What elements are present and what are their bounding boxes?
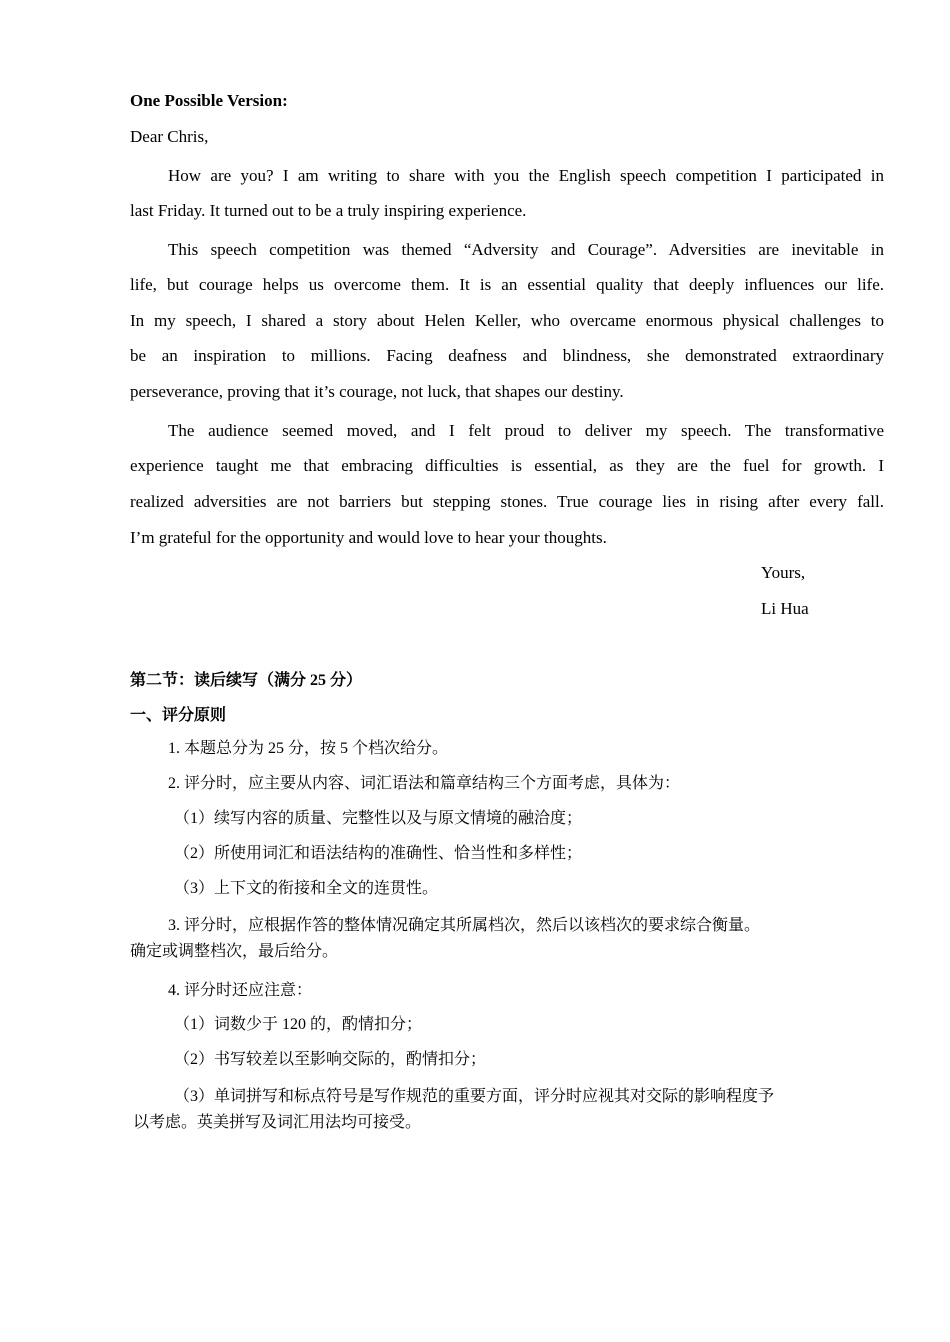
rule-item: （1）续写内容的质量、完整性以及与原文情境的融洽度； [174, 810, 583, 827]
section-title: 第二节：读后续写（满分 25 分） [130, 672, 363, 689]
paragraph-line: life, but courage helps us overcome them. It is an essential quality that deeply influences our life. [130, 275, 884, 294]
rule-item: 4. 评分时还应注意： [168, 982, 313, 999]
rule-item: （3）上下文的衔接和全文的连贯性。 [174, 880, 439, 897]
rule-item: （1）词数少于 120 的，酌情扣分； [174, 1016, 423, 1033]
rule-item: 3. 评分时，应根据作答的整体情况确定其所属档次，然后以该档次的要求综合衡量。 [168, 917, 761, 934]
section-heading: 一、评分原则 [130, 707, 227, 724]
paragraph-line: The audience seemed moved, and I felt proud to deliver my speech. The transformative [168, 421, 884, 440]
version-title: One Possible Version: [130, 91, 288, 110]
paragraph-line: experience taught me that embracing difficulties is essential, as they are the fuel for growth. I [130, 456, 884, 475]
paragraph-line: realized adversities are not barriers but stepping stones. True courage lies in rising after every fall. [130, 492, 884, 511]
salutation: Dear Chris, [130, 127, 209, 146]
rule-item: 1. 本题总分为 25 分，按 5 个档次给分。 [168, 740, 449, 757]
rule-item: 以考虑。英美拼写及词汇用法均可接受。 [133, 1114, 422, 1131]
paragraph-line: In my speech, I shared a story about Helen Keller, who overcame enormous physical challenges to [130, 311, 884, 330]
rule-item: （2）书写较差以至影响交际的，酌情扣分； [174, 1051, 487, 1068]
paragraph-line: last Friday. It turned out to be a truly inspiring experience. [130, 201, 527, 220]
paragraph-line: perseverance, proving that it’s courage, not luck, that shapes our destiny. [130, 382, 624, 401]
paragraph-line: I’m grateful for the opportunity and would love to hear your thoughts. [130, 528, 607, 547]
rule-item: （3）单词拼写和标点符号是写作规范的重要方面，评分时应视其对交际的影响程度予 [174, 1088, 775, 1105]
rule-item: 2. 评分时，应主要从内容、词汇语法和篇章结构三个方面考虑，具体为： [168, 775, 681, 792]
paragraph-line: be an inspiration to millions. Facing deafness and blindness, she demonstrated extraordinary [130, 346, 884, 365]
signature: Li Hua [761, 599, 809, 618]
rule-item: （2）所使用词汇和语法结构的准确性、恰当性和多样性； [174, 845, 583, 862]
paragraph-line: This speech competition was themed “Adversity and Courage”. Adversities are inevitable in [168, 240, 884, 259]
rule-item: 确定或调整档次，最后给分。 [130, 943, 339, 960]
closing: Yours, [761, 563, 806, 582]
paragraph-line: How are you? I am writing to share with you the English speech competition I participated in [168, 166, 884, 185]
